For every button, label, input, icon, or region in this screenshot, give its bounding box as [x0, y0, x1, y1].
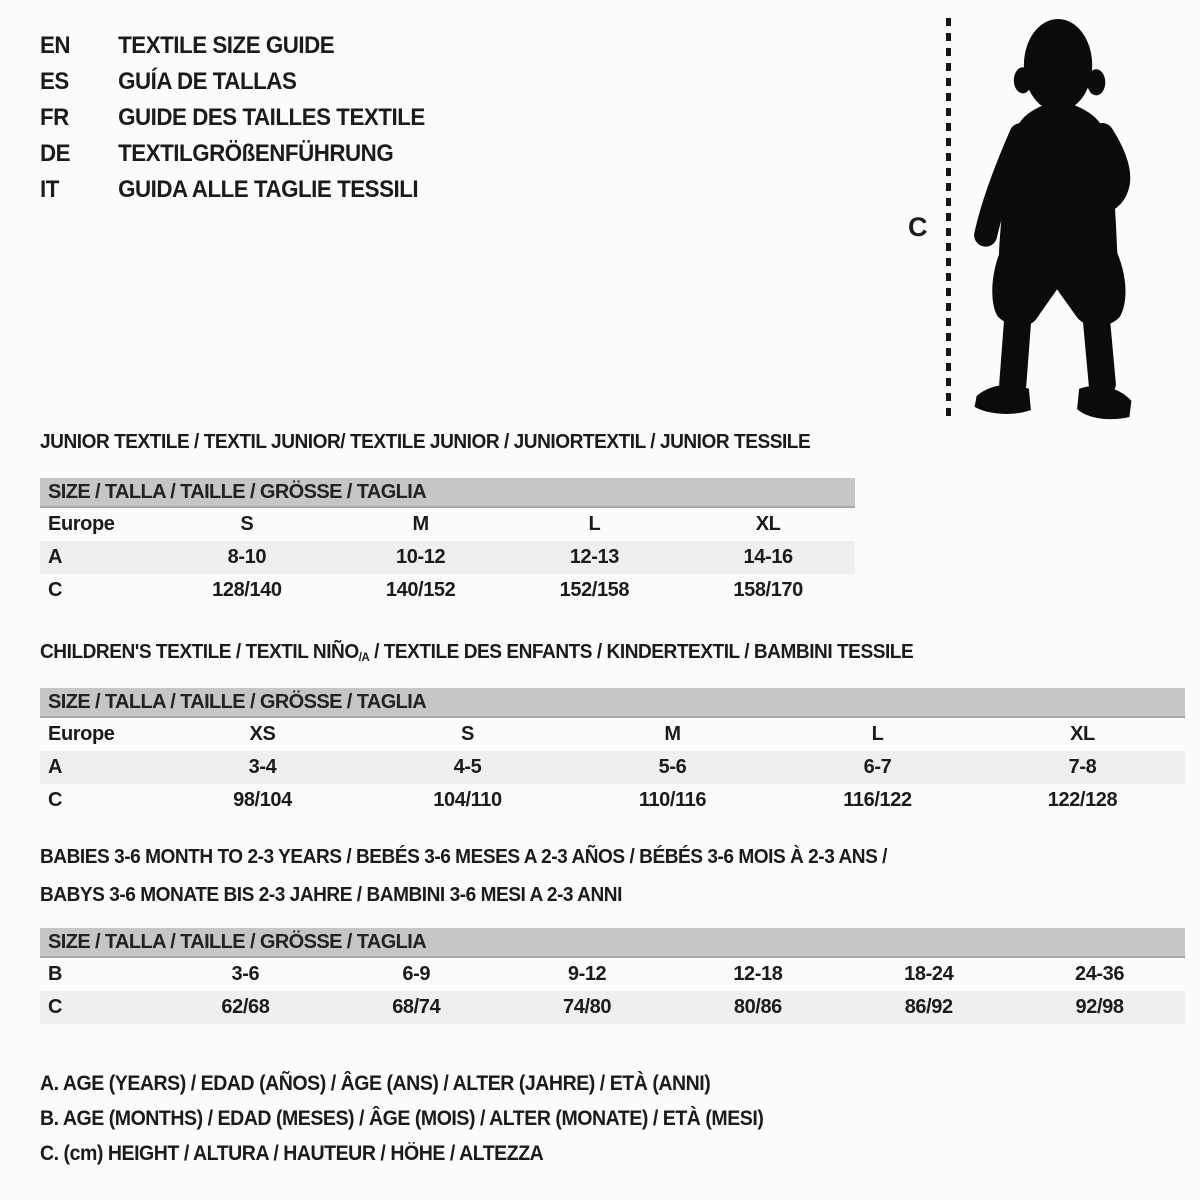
table-cell: S	[240, 513, 254, 535]
language-label: GUIDE DES TAILLES TEXTILE	[118, 104, 425, 131]
children-title-text: CHILDREN'S TEXTILE / TEXTIL NIÑO	[40, 640, 359, 663]
row-label: B	[48, 963, 63, 985]
table-cell: 104/110	[433, 789, 502, 811]
language-row-en	[40, 28, 425, 64]
table-cell: 80/86	[733, 996, 782, 1018]
language-row-fr	[40, 100, 425, 136]
table-cell: 140/152	[385, 579, 456, 601]
language-row-es	[40, 64, 425, 100]
toddler-silhouette-image	[968, 16, 1135, 420]
table-cell: M	[664, 723, 681, 745]
table-cell: 3-6	[231, 963, 260, 985]
table-cell: 6-9	[402, 963, 431, 985]
table-cell: 122/128	[1047, 789, 1118, 811]
table-cell: 110/116	[638, 789, 707, 811]
table-cell: 92/98	[1075, 996, 1124, 1018]
table-cell: 116/122	[843, 789, 912, 811]
table-row-europe	[40, 508, 855, 541]
table-row-height	[40, 574, 855, 607]
table-cell: 158/170	[733, 579, 803, 601]
language-code: FR	[40, 104, 69, 131]
table-cell: M	[412, 513, 429, 535]
row-label: A	[48, 546, 63, 568]
babies-section-title-line2: BABYS 3-6 MONATE BIS 2-3 JAHRE / BAMBINI 3-6 MESI A 2-3 ANNI	[40, 883, 622, 906]
language-list	[40, 28, 454, 208]
table-row-age-months	[40, 958, 1185, 991]
height-measure-dashed-line	[946, 18, 951, 416]
children-title-subscript: /A	[358, 650, 370, 665]
table-cell: 10-12	[396, 546, 446, 568]
children-section-title	[40, 640, 913, 664]
legend-line-age-years: A. AGE (YEARS) / EDAD (AÑOS) / ÂGE (ANS) / ALTER (JAHRE) / ETÀ (ANNI)	[40, 1071, 711, 1095]
language-code: DE	[40, 140, 71, 167]
row-label: C	[48, 789, 63, 811]
table-header: SIZE / TALLA / TAILLE / GRÖSSE / TAGLIA	[40, 688, 1185, 718]
table-cell: 128/140	[212, 579, 282, 601]
table-cell: 9-12	[567, 963, 607, 985]
table-cell: 18-24	[904, 963, 954, 985]
legend-line-age-months: B. AGE (MONTHS) / EDAD (MESES) / ÂGE (MOIS) / ALTER (MONATE) / ETÀ (MESI)	[40, 1106, 764, 1130]
table-cell: 74/80	[563, 996, 612, 1018]
table-cell: L	[588, 513, 601, 535]
language-code: EN	[40, 32, 71, 59]
table-cell: 4-5	[453, 756, 482, 778]
language-code: ES	[40, 68, 69, 95]
table-cell: 5-6	[658, 756, 687, 778]
table-cell: 6-7	[863, 756, 892, 778]
language-row-de	[40, 136, 425, 172]
table-cell: 24-36	[1074, 963, 1125, 985]
language-row-it	[40, 172, 425, 208]
legend	[40, 1066, 818, 1171]
row-label: Europe	[48, 513, 115, 535]
table-cell: XS	[249, 723, 276, 745]
table-cell: 152/158	[559, 579, 630, 601]
height-measure-label: C	[908, 212, 928, 242]
table-row-europe	[40, 718, 1185, 751]
table-cell: 8-10	[227, 546, 267, 568]
table-row-age-years	[40, 751, 1185, 784]
table-cell: 86/92	[904, 996, 953, 1018]
table-cell: 98/104	[233, 789, 292, 811]
row-label: Europe	[48, 723, 115, 745]
legend-line-height: C. (cm) HEIGHT / ALTURA / HAUTEUR / HÖHE / ALTEZZA	[40, 1141, 544, 1165]
row-label: C	[48, 996, 63, 1018]
children-title-text: / TEXTILE DES ENFANTS / KINDERTEXTIL / BAMBINI TESSILE	[369, 640, 914, 663]
table-row-height	[40, 784, 1185, 817]
babies-size-table	[40, 928, 1185, 1024]
table-cell: L	[871, 723, 884, 745]
language-code: IT	[40, 176, 59, 203]
language-label: GUÍA DE TALLAS	[118, 68, 297, 95]
language-label: TEXTILGRÖßENFÜHRUNG	[118, 140, 394, 167]
table-cell: 7-8	[1068, 756, 1097, 778]
language-label: GUIDA ALLE TAGLIE TESSILI	[118, 176, 419, 203]
table-header: SIZE / TALLA / TAILLE / GRÖSSE / TAGLIA	[40, 478, 855, 508]
table-cell: 12-18	[733, 963, 783, 985]
row-label: C	[48, 579, 63, 601]
language-label: TEXTILE SIZE GUIDE	[118, 32, 335, 59]
table-cell: XL	[755, 513, 781, 535]
table-row-height	[40, 991, 1185, 1024]
table-cell: XL	[1070, 723, 1095, 745]
table-header: SIZE / TALLA / TAILLE / GRÖSSE / TAGLIA	[40, 928, 1185, 958]
table-row-age-years	[40, 541, 855, 574]
table-cell: 68/74	[392, 996, 441, 1018]
table-cell: 3-4	[248, 756, 277, 778]
children-size-table	[40, 688, 1185, 817]
toddler-silhouette-icon	[968, 16, 1135, 420]
table-cell: 62/68	[221, 996, 270, 1018]
table-cell: 12-13	[569, 546, 619, 568]
junior-size-table	[40, 478, 855, 607]
junior-section-title: JUNIOR TEXTILE / TEXTIL JUNIOR/ TEXTILE JUNIOR / JUNIORTEXTIL / JUNIOR TESSILE	[40, 430, 811, 453]
babies-section-title-line1: BABIES 3-6 MONTH TO 2-3 YEARS / BEBÉS 3-6 MESES A 2-3 AÑOS / BÉBÉS 3-6 MOIS À 2-3 ANS /	[40, 845, 887, 868]
row-label: A	[48, 756, 63, 778]
table-cell: 14-16	[743, 546, 793, 568]
table-cell: S	[461, 723, 474, 745]
